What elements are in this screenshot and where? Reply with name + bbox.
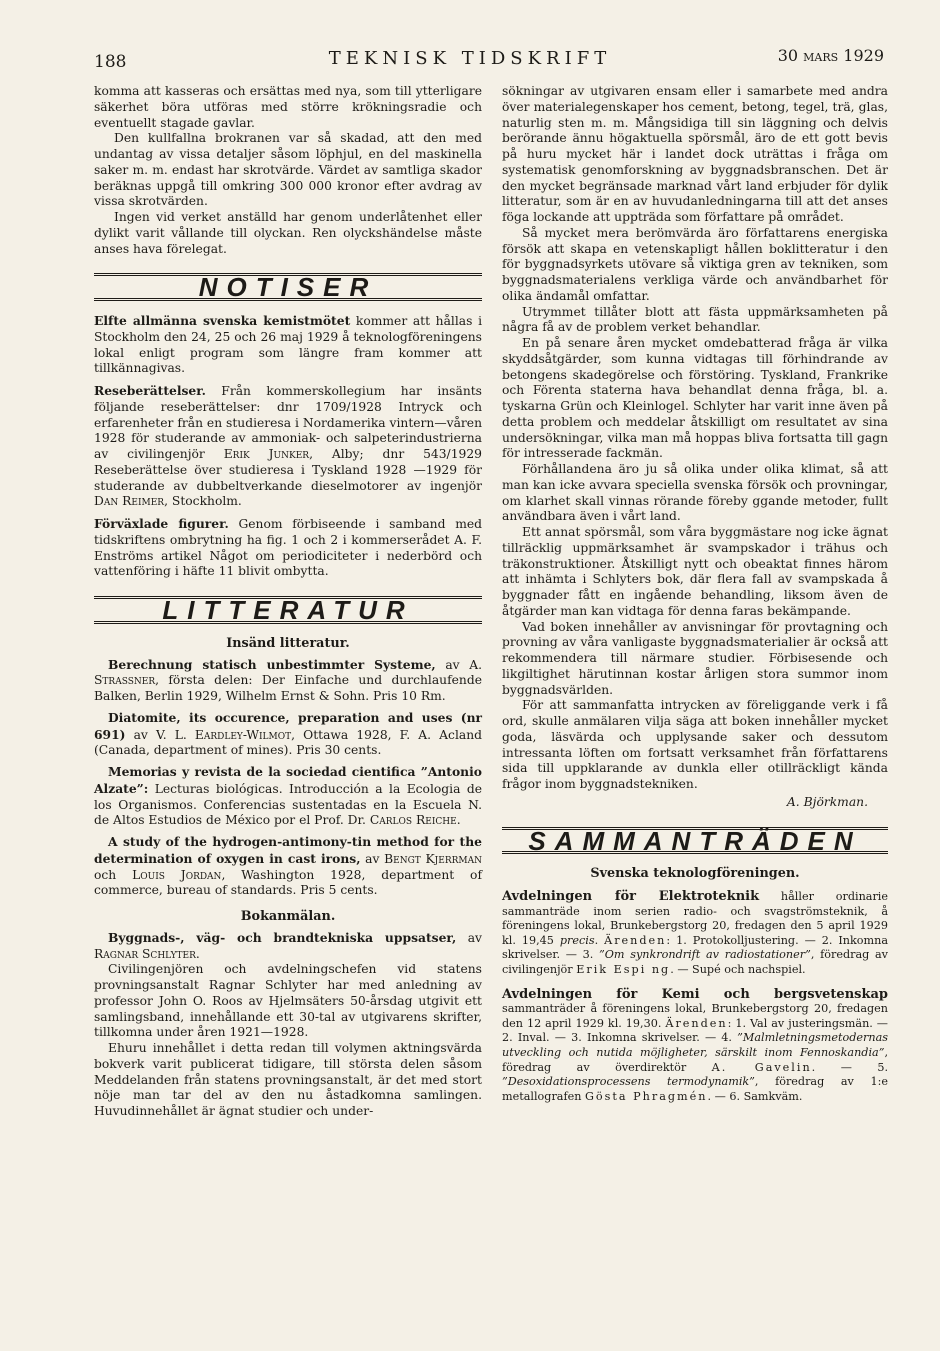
meeting-label: Ärenden [604, 933, 667, 947]
notice-text: , Stockholm. [164, 494, 242, 509]
notiser-banner [94, 273, 482, 301]
journal-title: TEKNISK TIDSKRIFT [328, 48, 612, 69]
entry-text: , första delen: Der Einfache und durchlaufende Balken, Berlin 1929, Wilhelm Ernst & Sohn. Pris 10 Rm. [94, 673, 482, 703]
review-paragraph: Förhållandena äro ju så olika under olika klimat, så att man kan icke avvara speciella svenska försök och provningar, om klarhet skall vinnas rörande föreby ggande metoder, fullt användbara även i vårt land. [502, 462, 888, 524]
notice-text: Genom förbiseende i samband med tidskriftens ombrytning ha fig. 1 och 2 i kommerserådet A. F. Enströms artikel Något om periodiciteter i nederbörd och vattenföring i häfte 11 blivit ombytta. [94, 517, 482, 579]
book-review [94, 930, 482, 1120]
insand-litteratur-heading: Insänd litteratur. [226, 635, 350, 651]
sammantraden-title: SAMMANTRÄDEN [528, 825, 862, 856]
literature-entry [94, 657, 482, 705]
meeting-text: . [594, 933, 605, 947]
litteratur-banner [94, 596, 482, 624]
meeting-speaker: A. Gavelin [711, 1060, 812, 1074]
review-paragraph: Vad boken innehåller av anvisningar för provtagning och provning av våra vanligaste byggnadsmaterialier är också att rekommendera till närmare studier. Förbisesende och likgiltighet härutinnan kostar årligen stora summor inom byggnadsvärlden. [502, 619, 888, 697]
review-title: Byggnads-, väg- och brandtekniska uppsatser, [108, 929, 457, 945]
meeting-entry [502, 890, 888, 978]
notice-item [94, 516, 482, 580]
meeting-text: . — 6. Samkväm. [707, 1089, 803, 1103]
bokanmalan-heading: Bokanmälan. [240, 909, 336, 924]
issue-date: 30 mars 1929 [777, 46, 884, 65]
notiser-title: NOTISER [198, 272, 378, 303]
book-author: Bengt Kjerrman [384, 851, 483, 866]
entry-text: och [94, 867, 133, 882]
entry-text: Lecturas biológicas. Introducción a la Ecologia de los Organismos. Conferencias sustentadas en la Escuela N. de Altos Estudios de México por el Prof. Dr. [94, 781, 482, 828]
page-number: 188 [94, 52, 127, 72]
book-author: Carlos Reiche [369, 813, 457, 828]
notice-text: kommer att hållas i Stockholm den 24, 25 och 26 maj 1929 å teknologföreningens lokal enligt program som längre fram kommer att tillkännagivas. [94, 314, 482, 376]
meeting-text: håller ordinarie sammanträde inom serien radio- och svagströmsteknik, å föreningens lokal, Brunkebergstorg 20, fredagen den 5 april 1929 kl. 19,45 [502, 890, 889, 947]
review-signature: A. Björkman. [786, 794, 868, 809]
entry-text: av [360, 851, 385, 866]
book-title: Berechnung statisch unbestimmter Systeme, [108, 656, 436, 672]
meeting-text: : 1. Val av justeringsmän. — 2. Inval. — 3. Inkomna skrivelser. — 4. [502, 1016, 888, 1045]
meeting-text: , föredrag av överdirektör [502, 1045, 888, 1074]
review-paragraph: sökningar av utgivaren ensam eller i samarbete med andra över materialegenskaper hos cement, betong, tegel, trä, glas, naturlig sten m. m. Mångsidiga till sin läggning och delvis berörande ännu högaktuella spörsmål, äro de ett gott bevis på huru mycket här i landet dock uträttas i fråga om systematisk genomforskning av byggnadsbranschen. Det är den mycket begränsade marknad vårt land erbjuder för dylik litteratur, som är en av huvudanledningarna till att det anses föga lockande att uppträda som författare på området. [502, 84, 888, 224]
review-paragraph: Ehuru innehållet i detta redan till volymen aktningsvärda bokverk varit publicerat tidigare, till största delen såsom Meddelanden från statens provningsanstalt, är det med stort nöje man tar del av den nu åstadkomna samlingen. Huvudinnehållet är ägnat studier och under- [94, 1041, 482, 1118]
review-paragraph: Civilingenjören och avdelningschefen vid statens provningsanstalt Ragnar Schlyter har med anledning av professor John O. Roos av Hjelmsäters 50-årsdag utgivit ett samlingsband, innehållande ett 30-tal av utgivarens skrifter, tillkomna under åren 1921—1928. [94, 962, 482, 1040]
book-author: Strassner [94, 673, 156, 688]
meeting-speaker: Erik Espi ng [576, 962, 671, 976]
entry-text: , Washington 1928, department of commerce, bureau of standards. Pris 5 cents. [94, 867, 482, 898]
notice-text: , Alby; dnr 543/1929 Reseberättelse över studieresa i Tyskland 1928 —1929 för studerande av dubbeltverkande dieselmotorer av ingenjör [94, 447, 482, 493]
entry-text: av V. L. [125, 727, 195, 742]
notice-lead: Reseberättelser. [94, 383, 206, 398]
meeting-speaker: Gösta Phragmén [585, 1089, 708, 1103]
review-paragraph: Så mycket mera berömvärda äro författarens energiska försök att skapa en vetenskapligt hållen boklitteratur i den för byggnadsyrkets utövare så viktiga gren av tekniken, som byggnadsmaterialens verkliga värde och användbarhet för olika ändamål omfattar. [502, 225, 888, 303]
person-name: Erik Junker [223, 447, 310, 461]
meeting-lead: Avdelningen för Kemi och bergsvetenskap [502, 986, 888, 1002]
review-paragraph: För att sammanfatta intrycken av föreliggande verk i få ord, skulle anmälaren vilja säga att boken innehåller mycket goda, läsvärda och upplysande saker och dessutom intressanta löften om fortsatt verksamhet från författarens sida till uppklarande av dunkla eller otillräckligt kända frågor inom byggnadstekniken. [502, 698, 888, 791]
literature-entry [94, 764, 482, 829]
book-author: Eardley-Wilmot [194, 727, 292, 742]
review-paragraph: En på senare åren mycket omdebatterad fråga är vilka skyddsåtgärder, som kunna vidtagas till förhindrande av betongens skadegörelse och förstöring. Tyskland, Frankrike och Förenta staterna hava behandlat denna fråga, bl. a. tyskarna Grün och Kleinlogel. Schlyter har varit inne även på detta problem och meddelar åtskilligt om resultatet av sina undersökningar, vilka man må hoppas bliva fortsatta till gagn för intresserade fackmän. [502, 336, 888, 461]
meeting-text: . — Supé och nachspiel. [670, 962, 806, 976]
meeting-text: , föredrag av 1:e metallografen [502, 1075, 888, 1103]
book-author: Louis Jordan [132, 867, 222, 882]
meeting-lead: Avdelningen för Elektroteknik [502, 889, 760, 904]
notice-item [94, 313, 482, 377]
meeting-text: precis [559, 933, 595, 947]
litteratur-title: LITTERATUR [162, 595, 414, 625]
review-author: Ragnar Schlyter [94, 946, 196, 961]
meeting-text: : 1. Protokolljustering. — 2. Inkomna skrivelser. — 3. [502, 933, 888, 962]
book-title: Memorias y revista de la sociedad cientifica ”Antonio Alzate”: [94, 764, 482, 796]
review-paragraph: Ett annat spörsmål, som våra byggmästare nog icke ägnat tillräcklig uppmärksamhet är svampskador i trähus och träkonstruktioner. Åtskilligt nytt och obeaktat finnes härom att inhämta i Schlyters bok, där flera fall av svampskada å byggnader fått en ingående behandling, liksom även de åtgärder man kan vidtaga för denna faras bekämpande. [502, 525, 888, 618]
notice-item [94, 383, 482, 510]
right-column [502, 84, 888, 1114]
meeting-text: sammanträder å föreningens lokal, Brunkebergstorg 20, fredagen den 12 april 1929 kl. 19,30. [502, 1002, 888, 1030]
intro-paragraph: komma att kasseras och ersättas med nya, som till ytterligare säkerhet böra utföras med större krökningsradie och eventuellt stagade gavlar. [94, 84, 482, 130]
meeting-topic: ”Malmletningsmetodernas utveckling och nutida möjligheter, särskilt inom Fennoskandia” [502, 1031, 888, 1059]
sammantraden-banner [502, 827, 888, 855]
literature-entry [94, 710, 482, 759]
meeting-label: Ärenden [665, 1016, 728, 1030]
review-paragraph: Utrymmet tillåter blott att fästa uppmärksamheten på några få av de problem verket behandlar. [502, 304, 888, 335]
meeting-topic: ”Desoxidationsprocessens termodynamik” [502, 1075, 755, 1089]
literature-entry [94, 834, 482, 899]
meeting-text: , föredrag av civilingenjör [502, 948, 888, 976]
entry-text: . [456, 813, 461, 828]
entry-text: , Ottawa 1928, F. A. Acland (Canada, department of mines). Pris 30 cents. [94, 727, 482, 758]
intro-paragraph: Den kullfallna brokranen var så skadad, att den med undantag av vissa detaljer såsom löphjul, en del maskinella saker m. m. endast har skrotvärde. Värdet av samtliga skador beräknas uppgå till omkring 300 000 kronor efter avdrag av vissa skrotvärden. [94, 131, 482, 209]
intro-paragraph: Ingen vid verket anställd har genom underlåtenhet eller dylikt varit vållande till olyckan. Ren olyckshändelse måste anses hava förelegat. [94, 210, 482, 256]
notice-lead: Elfte allmänna svenska kemistmötet [94, 313, 351, 328]
meeting-entry [502, 988, 888, 1105]
notice-text: Från kommerskollegium har insänts följande reseberättelser: dnr 1709/1928 Intryck och erfarenheter från en studieresa i Nordamerika vintern—våren 1928 för studerande av ammoniak- och salpeterindustrierna av civilingenjör [94, 384, 482, 461]
meeting-topic: ”Om synkrondrift av radiostationer” [599, 948, 811, 962]
notice-lead: Förväxlade figurer. [94, 516, 229, 531]
entry-text: av [456, 930, 482, 945]
meeting-text: . — 5. [811, 1060, 889, 1074]
book-title: A study of the hydrogen-antimony-tin method for the determination of oxygen in cast irons, [94, 834, 482, 866]
person-name: Dan Reimer [94, 494, 165, 509]
left-column [94, 84, 482, 1125]
page-header [0, 44, 940, 80]
entry-text: . [195, 946, 200, 961]
book-title: Diatomite, its occurence, preparation and uses (nr 691) [94, 709, 482, 742]
entry-text: av A. [435, 657, 482, 672]
org-heading: Svenska teknologföreningen. [590, 866, 800, 882]
